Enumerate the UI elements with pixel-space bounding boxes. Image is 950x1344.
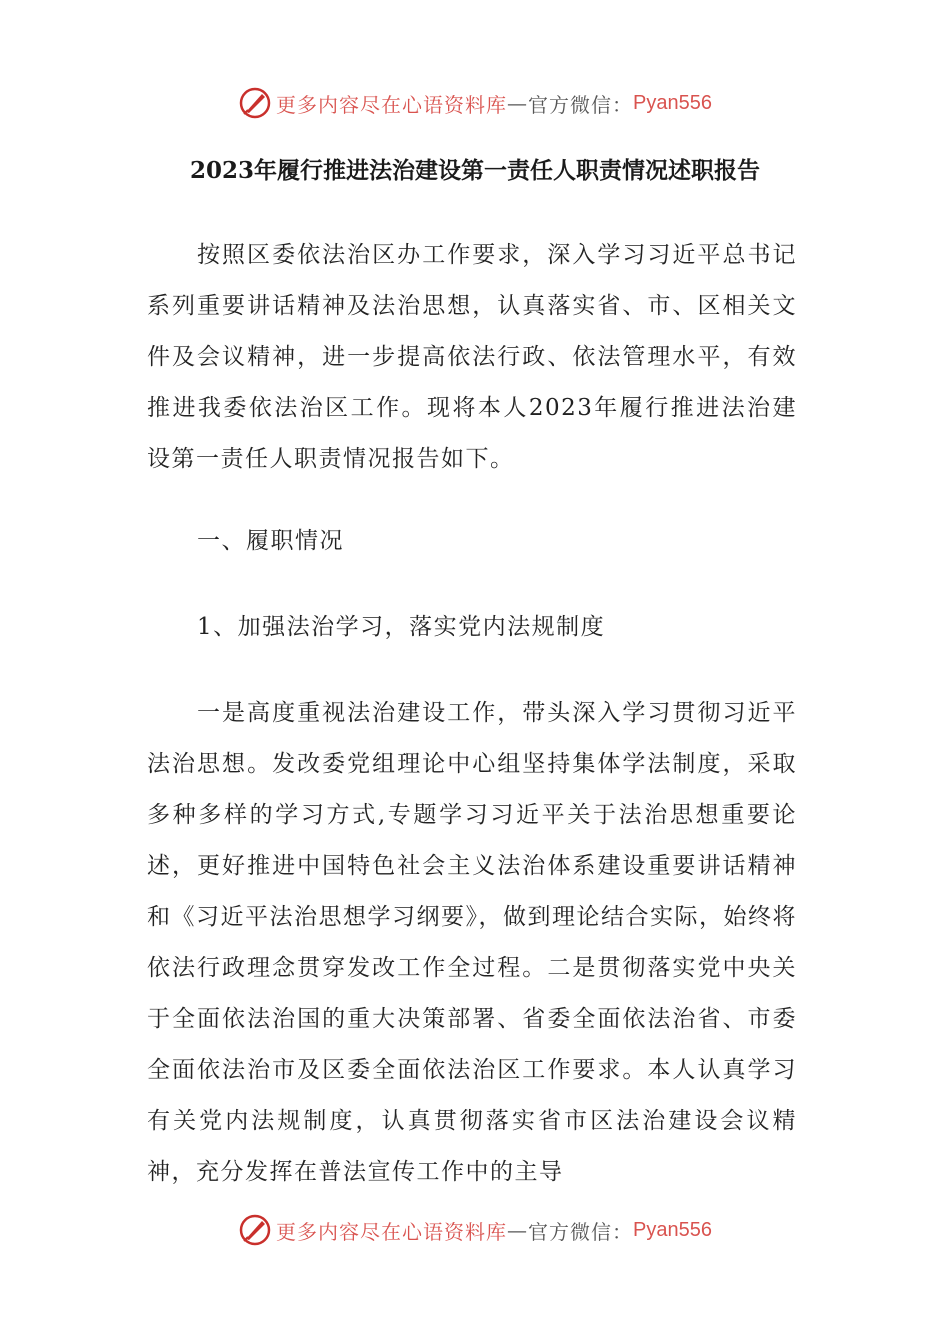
header-watermark (0, 83, 950, 123)
footer-watermark (0, 1210, 950, 1250)
watermark-id: Pyan556 (633, 1218, 712, 1241)
intro-paragraph: 按照区委依法治区办工作要求，深入学习习近平总书记系列重要讲话精神及法治思想，认真落实省、市、区相关文件及会议精神，进一步提高依法行政、依法管理水平，有效推进我委依法治区工作。现将本人2023年履行推进法治建设第一责任人职责情况报告如下。 (147, 242, 797, 472)
watermark-label: 官方微信： (528, 1219, 634, 1244)
section-heading: 一、履职情况 (197, 528, 344, 554)
watermark-text: 更多内容尽在心语资料库 (276, 1219, 508, 1244)
quill-logo-icon (238, 1213, 272, 1247)
watermark-separator: — (507, 1218, 529, 1242)
watermark-id: Pyan556 (633, 91, 712, 114)
body-paragraph: 一是高度重视法治建设工作，带头深入学习贯彻习近平法治思想。发改委党组理论中心组坚持集体学法制度，采取多种多样的学习方式,专题学习习近平关于法治思想重要论述，更好推进中国特色社会主义法治体系建设重要讲话精神和《习近平法治思想学习纲要》，做到理论结合实际，始终将依法行政理念贯穿发改工作全过程。二是贯彻落实党中央关于全面依法治国的重大决策部署、省委全面依法治省、市委全面依法治市及区委全面依法治区工作要求。本人认真学习有关党内法规制度，认真贯彻落实省市区法治建设会议精神，充分发挥在普法宣传工作中的主导 (147, 700, 797, 1185)
quill-logo-icon (238, 86, 272, 120)
watermark-label: 官方微信： (528, 92, 634, 117)
document-title: 2023年履行推进法治建设第一责任人职责情况述职报告 (189, 157, 760, 184)
watermark-separator: — (507, 91, 529, 115)
subsection-heading: 1、加强法治学习，落实党内法规制度 (197, 614, 606, 640)
watermark-text: 更多内容尽在心语资料库 (276, 92, 508, 117)
